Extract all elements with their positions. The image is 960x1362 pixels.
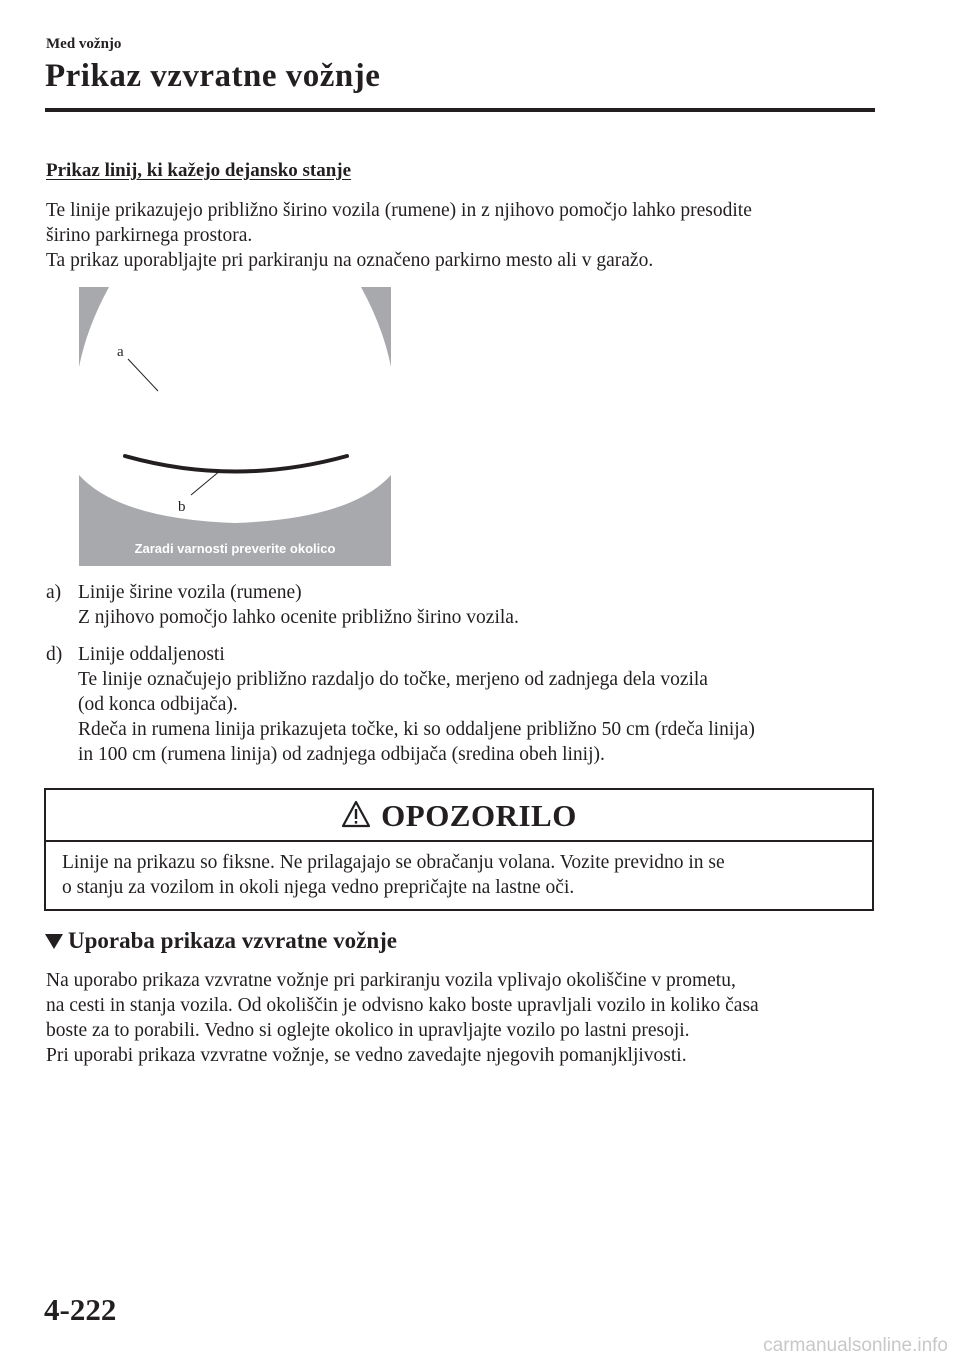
warning-line: o stanju za vozilom in okoli njega vedno prepričajte na lastne oči. [62, 877, 575, 898]
section-paragraph [46, 968, 876, 1068]
legend-item-d [46, 642, 876, 767]
legend-line: Z njihovo pomočjo lahko ocenite približno širino vozila. [78, 607, 519, 628]
section-label: Med vožnjo [46, 36, 122, 52]
legend-line: Te linije označujejo približno razdaljo do točke, merjeno od zadnjega dela vozila [78, 669, 708, 690]
title-divider [45, 108, 875, 112]
intro-line: širino parkirnega prostora. [46, 225, 253, 246]
page-title: Prikaz vzvratne vožnje [45, 58, 381, 94]
intro-line: Ta prikaz uporabljajte pri parkiranju na označeno parkirno mesto ali v garažo. [46, 250, 654, 271]
section-line: na cesti in stanja vozila. Od okoliščin je odvisno kako boste upravljali vozilo in koliko časa [46, 995, 759, 1016]
legend-line: in 100 cm (rumena linija) od zadnjega odbijača (sredina obeh linij). [78, 744, 605, 765]
section-heading [44, 928, 397, 954]
callout-a-label: a [117, 344, 124, 360]
warning-line: Linije na prikazu so fiksne. Ne prilagajajo se obračanju volana. Vozite previdno in se [62, 852, 725, 873]
screen-caption: Zaradi varnosti preverite okolico [134, 541, 336, 556]
warning-header [46, 790, 872, 842]
callout-b-label: b [178, 499, 186, 515]
section-line: Pri uporabi prikaza vzvratne vožnje, se vedno zavedajte njegovih pomanjkljivosti. [46, 1045, 687, 1066]
subheading: Prikaz linij, ki kažejo dejansko stanje [46, 160, 352, 181]
page-number: 4-222 [44, 1292, 117, 1327]
warning-title: OPOZORILO [381, 798, 577, 833]
legend-line: Rdeča in rumena linija prikazujeta točke, ki so oddaljene približno 50 cm (rdeča linija) [78, 719, 755, 740]
legend-item-a [46, 580, 876, 630]
legend-line: Linije širine vozila (rumene) [78, 582, 302, 603]
intro-line: Te linije prikazujejo približno širino vozila (rumene) in z njihovo pomočjo lahko presodite [46, 200, 752, 221]
section-line: boste za to porabili. Vedno si oglejte okolico in upravljajte vozilo po lastni presoji. [46, 1020, 690, 1041]
warning-triangle-icon [341, 800, 371, 828]
legend-line: (od konca odbijača). [78, 694, 238, 715]
rear-camera-diagram [79, 287, 391, 566]
watermark: carmanualsonline.info [763, 1335, 948, 1356]
section-heading-text: Uporaba prikaza vzvratne vožnje [68, 928, 397, 953]
warning-text [62, 850, 862, 900]
warning-box [44, 788, 874, 911]
intro-paragraph [46, 198, 876, 273]
triangle-down-icon [44, 932, 64, 950]
legend-marker: a) [46, 582, 62, 603]
section-line: Na uporabo prikaza vzvratne vožnje pri parkiranju vozila vplivajo okoliščine v prometu, [46, 970, 736, 991]
legend-marker: d) [46, 644, 63, 665]
legend-line: Linije oddaljenosti [78, 644, 225, 665]
